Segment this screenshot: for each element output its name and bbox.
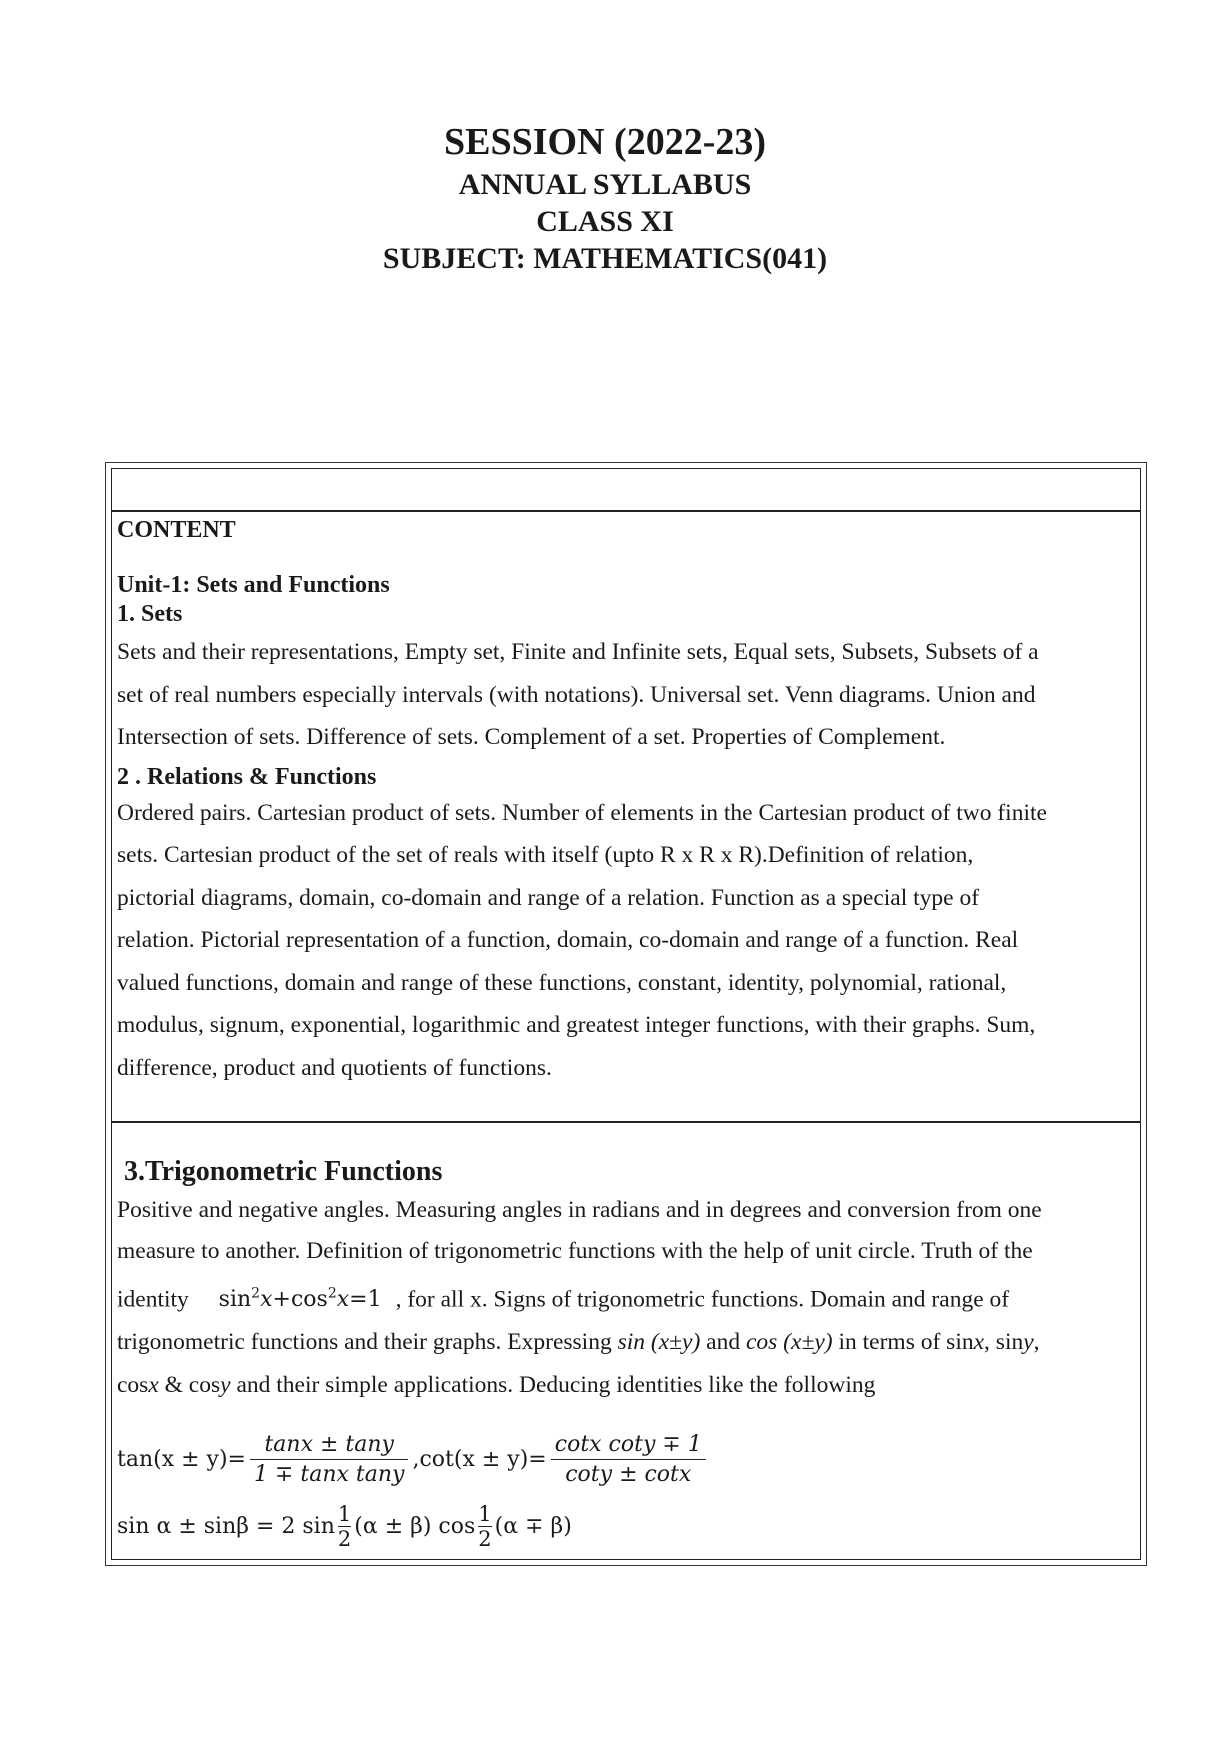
paragraph-line xyxy=(117,1364,1132,1407)
text-run-italic: x xyxy=(148,1371,159,1398)
identity-suffix: , for all x. Signs of trigonometric functions. Domain and range of xyxy=(395,1285,1010,1312)
text-run: , sin xyxy=(984,1329,1024,1356)
text-run: cos xyxy=(117,1371,149,1398)
sum-end: (α ∓ β) xyxy=(494,1513,572,1539)
paragraph-line: Positive and negative angles. Measuring angles in radians and in degrees and conversion from one xyxy=(117,1197,1042,1223)
sum-lhs: sin α ± sinβ = 2 sin xyxy=(117,1513,335,1539)
text-run: , xyxy=(1033,1329,1040,1356)
half-fraction xyxy=(478,1502,491,1551)
paragraph-line xyxy=(117,1321,1132,1364)
sum-to-product-formula xyxy=(117,1494,1132,1558)
text-run: in terms of sin xyxy=(832,1329,974,1356)
table-header-divider xyxy=(111,510,1141,512)
tan-cot-formula xyxy=(117,1428,1132,1490)
text-run: trigonometric functions and their graphs. Expressing xyxy=(117,1329,618,1356)
identity-prefix: identity xyxy=(117,1285,189,1312)
text-run-italic: x xyxy=(973,1329,985,1356)
document-header xyxy=(0,118,1210,277)
paragraph-line: modulus, signum, exponential, logarithmic and greatest integer functions, with their graphs. Sum, xyxy=(117,1012,1036,1038)
paragraph-line: measure to another. Definition of trigonometric functions with the help of unit circle. Truth of the xyxy=(117,1238,1033,1264)
syllabus-row-trigonometry xyxy=(117,1154,1132,1558)
identity-formula: $\sin^2x+\cos^2x=1$ xyxy=(218,1285,382,1312)
class-title: CLASS XI xyxy=(536,205,674,238)
identity-line xyxy=(117,1273,1132,1322)
paragraph-line: difference, product and quotients of functions. xyxy=(117,1054,552,1081)
subject-title: SUBJECT: MATHEMATICS(041) xyxy=(382,242,828,275)
content-heading: CONTENT xyxy=(117,517,236,543)
tan-lhs: tan(x ± y)= xyxy=(117,1446,246,1472)
paragraph-line: pictorial diagrams, domain, co-domain and range of a relation. Function as a special type of xyxy=(117,884,980,911)
text-run: & cos xyxy=(158,1371,221,1398)
half-numerator: 1 xyxy=(337,1501,352,1526)
paragraph-line: set of real numbers especially intervals (with notations). Universal set. Venn diagrams. Union and xyxy=(117,681,1036,708)
syllabus-row-sets-functions xyxy=(117,515,1132,1089)
cot-fraction xyxy=(551,1432,706,1487)
unit-heading: Unit-1: Sets and Functions xyxy=(117,572,390,598)
trig-heading: 3.Trigonometric Functions xyxy=(124,1156,443,1187)
cot-numerator: cotx coty ∓ 1 xyxy=(551,1432,706,1460)
cot-lhs: ,cot(x ± y)= xyxy=(412,1446,547,1472)
half-denominator: 2 xyxy=(337,1526,352,1551)
paragraph-line: relation. Pictorial representation of a function, domain, co-domain and range of a function. Real xyxy=(117,927,1019,953)
text-run: and xyxy=(700,1329,746,1356)
text-run-italic: cos (x±y) xyxy=(745,1329,833,1356)
tan-fraction xyxy=(250,1432,409,1487)
paragraph-line: sets. Cartesian product of the set of reals with itself (upto R x R x R).Definition of relation, xyxy=(117,842,974,868)
cot-denominator: coty ± cotx xyxy=(565,1461,692,1487)
half-numerator: 1 xyxy=(478,1501,492,1526)
half-fraction xyxy=(338,1502,351,1551)
table-row-divider xyxy=(111,1121,1141,1123)
paragraph-line: Ordered pairs. Cartesian product of sets. Number of elements in the Cartesian product of two finite xyxy=(117,799,1047,826)
paragraph-line: Intersection of sets. Difference of sets. Complement of a set. Properties of Complement. xyxy=(117,724,946,750)
paragraph-line: valued functions, domain and range of these functions, constant, identity, polynomial, rational, xyxy=(117,969,1007,996)
text-run-italic: y xyxy=(220,1371,231,1398)
sum-middle: (α ± β) cos xyxy=(354,1513,476,1539)
sets-heading: 1. Sets xyxy=(117,601,183,627)
tan-denominator: 1 ∓ tanx tany xyxy=(253,1461,405,1487)
text-run-italic: y xyxy=(1023,1329,1034,1356)
paragraph-line: Sets and their representations, Empty set, Finite and Infinite sets, Equal sets, Subsets, Subsets of a xyxy=(117,639,1039,665)
text-run: and their simple applications. Deducing identities like the following xyxy=(230,1371,876,1398)
syllabus-title: ANNUAL SYLLABUS xyxy=(458,168,752,201)
tan-numerator: tanx ± tany xyxy=(250,1432,409,1460)
text-run-italic: sin (x±y) xyxy=(617,1329,701,1356)
session-title: SESSION (2022-23) xyxy=(444,121,766,163)
identity-formulas xyxy=(117,1428,1132,1558)
half-denominator: 2 xyxy=(478,1526,492,1551)
relations-heading: 2 . Relations & Functions xyxy=(117,763,377,790)
